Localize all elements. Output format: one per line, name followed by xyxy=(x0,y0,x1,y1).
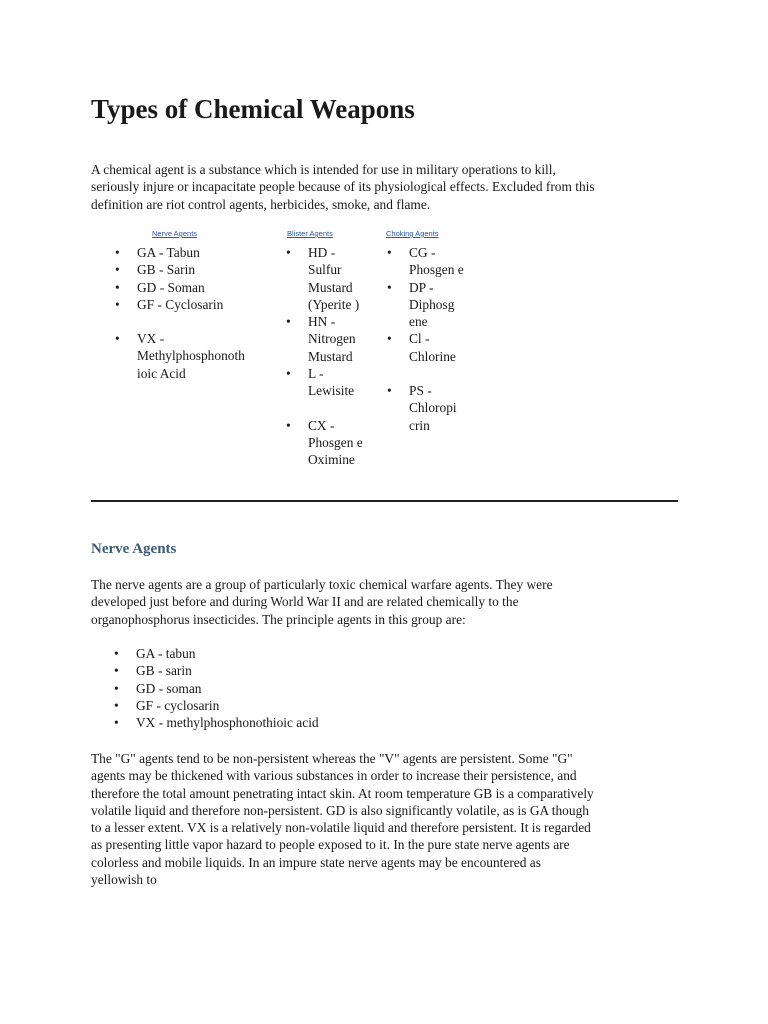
bullet-icon: • xyxy=(115,245,120,260)
bullet-icon: • xyxy=(286,417,291,433)
choking-agents-link[interactable]: Choking Agents xyxy=(386,229,439,238)
blister-agents-column xyxy=(286,228,364,469)
intro-paragraph: A chemical agent is a substance which is intended for use in military operations to kill, seriously injure or incapacitate people because of its physiological effects. Excluded from this definition are riot control agents, herbicides, smoke, and flame. xyxy=(91,162,595,212)
list-item: • HD - Sulfur Mustard (Yperite ) xyxy=(286,245,360,312)
list-item: • HN - Nitrogen Mustard xyxy=(286,314,356,364)
bullet-icon: • xyxy=(114,715,119,731)
bullet-icon: • xyxy=(114,663,119,679)
list-item: • L - Lewisite xyxy=(286,366,355,399)
list-item: • GD - Soman xyxy=(115,279,205,295)
list-item: • DP - Diphosg ene xyxy=(387,279,455,330)
bullet-icon: • xyxy=(387,245,392,260)
nerve-agents-paragraph-2: The "G" agents tend to be non-persistent whereas the "V" agents are persistent. Some "G" agents may be thickened with various substances in order to increase their persistence, and therefore the total amount penetrating intact skin. At room temperature GB is a comparatively volatile liquid and therefore non-persistent. GD is also significantly volatile, as is GA though to a lesser extent. VX is a relatively non-volatile liquid and therefore persistent. It is regarded as presenting little vapor hazard to people exposed to it. In the pure state nerve agents are colorless and mobile liquids. In an impure state nerve agents may be encountered as yellowish to xyxy=(91,751,594,888)
page-title: Types of Chemical Weapons xyxy=(91,94,415,124)
bullet-icon: • xyxy=(114,646,119,661)
nerve-agents-paragraph-1: The nerve agents are a group of particularly toxic chemical warfare agents. They were developed just before and during World War II and are related chemically to the organophosphorus insecticides. The principle agents in this group are: xyxy=(91,577,553,627)
list-item: • GA - Tabun xyxy=(115,245,200,260)
list-item: • GA - tabun xyxy=(114,646,196,661)
bullet-icon: • xyxy=(387,383,392,399)
list-item: • PS - Chloropi crin xyxy=(387,383,457,433)
list-item: • GB - sarin xyxy=(114,663,192,679)
list-item: • CX - Phosgen e Oximine xyxy=(286,417,363,468)
bullet-icon: • xyxy=(286,314,291,330)
choking-agents-list xyxy=(387,244,465,434)
section-heading-nerve-agents: Nerve Agents xyxy=(91,541,177,557)
list-item: • GF - cyclosarin xyxy=(114,697,220,713)
blister-agents-link[interactable]: Blister Agents xyxy=(287,229,333,238)
list-item: • VX - methylphosphonothioic acid xyxy=(114,715,319,731)
nerve-agents-list xyxy=(115,244,265,382)
list-item: • GB - Sarin xyxy=(115,262,196,278)
principle-agents-list xyxy=(114,645,319,731)
bullet-icon: • xyxy=(115,279,120,295)
list-item: • Cl - Chlorine xyxy=(387,331,456,364)
nerve-agents-column xyxy=(115,228,265,382)
bullet-icon: • xyxy=(114,697,119,713)
list-item: • GD - soman xyxy=(114,680,202,696)
bullet-icon: • xyxy=(387,279,392,295)
bullet-icon: • xyxy=(286,366,291,382)
list-item: • CG - Phosgen e xyxy=(387,245,464,278)
bullet-icon: • xyxy=(114,680,119,696)
list-item: • VX - Methylphosphonoth ioic Acid xyxy=(115,331,245,381)
bullet-icon: • xyxy=(115,296,120,312)
bullet-icon: • xyxy=(115,331,120,347)
choking-agents-column xyxy=(386,228,465,434)
bullet-icon: • xyxy=(387,331,392,347)
list-item: • GF - Cyclosarin xyxy=(115,296,224,312)
nerve-agents-link[interactable]: Nerve Agents xyxy=(152,229,198,238)
bullet-icon: • xyxy=(286,245,291,260)
horizontal-divider xyxy=(91,500,678,502)
blister-agents-list xyxy=(286,244,364,469)
bullet-icon: • xyxy=(115,262,120,278)
